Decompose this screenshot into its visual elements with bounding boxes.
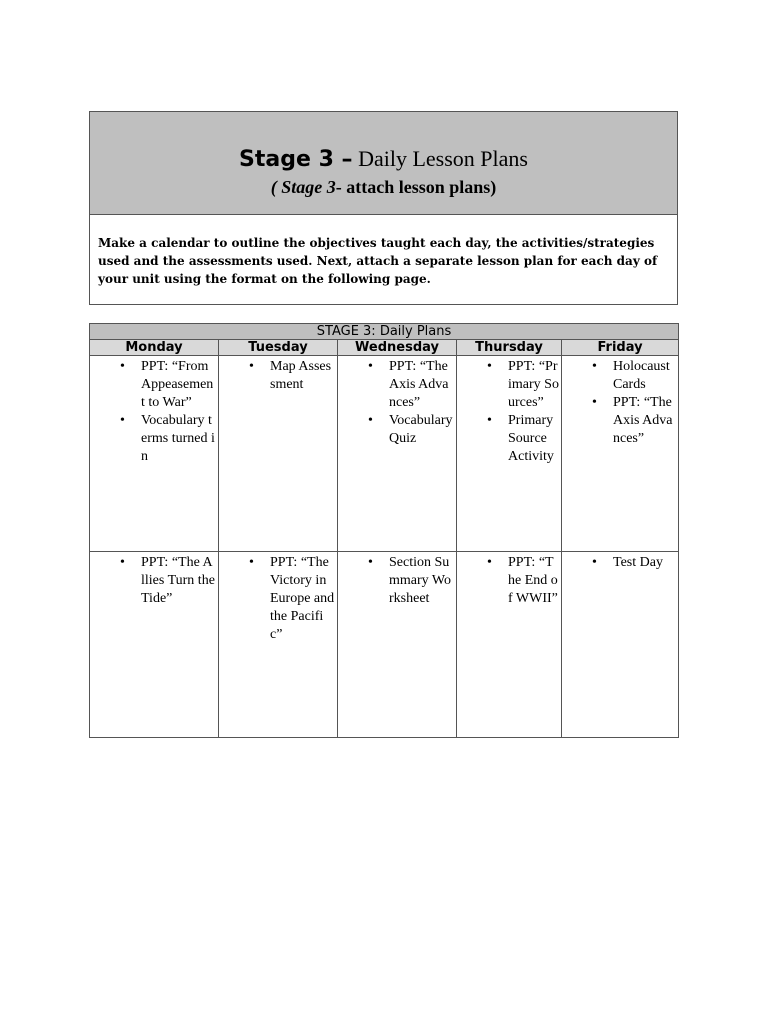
cell-week1-thursday [457,356,562,552]
day-header-tuesday: Tuesday [219,340,338,356]
stage-header [90,112,677,215]
cell-week2-wednesday [338,552,457,738]
list-item: • PPT: “Primary Sources” [457,358,561,412]
title-rest: Daily Lesson Plans [352,146,528,171]
list-item: • Test Day [562,554,678,572]
cell-week1-monday [90,356,219,552]
list-item: • Primary Source Activity [457,412,561,466]
cell-week1-tuesday [219,356,338,552]
day-header-thursday: Thursday [457,340,562,356]
cell-week2-friday [562,552,679,738]
stage-header-box [89,111,678,305]
list-item: • PPT: “From Appeasement to War” [90,358,218,412]
list-item: • Holocaust Cards [562,358,678,394]
list-item: • PPT: “The Allies Turn the Tide” [90,554,218,608]
subtitle-open: ( [270,177,282,197]
page-title [90,146,677,173]
table-row [90,552,679,738]
subtitle-italic: Stage 3 [281,177,336,197]
list-item: • PPT: “The Axis Advances” [562,394,678,448]
instructions-text: Make a calendar to outline the objectives taught each day, the activities/strategies used and the assessments used. Next, attach a separate lesson plan for each day of your unit using the format on the following page. [98,236,658,286]
page-subtitle [90,175,677,199]
cell-week1-wednesday [338,356,457,552]
day-header-monday: Monday [90,340,219,356]
daily-plans-table [89,323,679,738]
list-item: • Vocabulary Quiz [338,412,456,448]
cell-week2-tuesday [219,552,338,738]
title-strong: Stage 3 – [239,147,353,172]
day-header-friday: Friday [562,340,679,356]
list-item: • Map Assessment [219,358,337,394]
cell-week1-friday [562,356,679,552]
subtitle-rest: - attach lesson plans) [335,177,497,197]
list-item: • PPT: “The End of WWII” [457,554,561,608]
table-caption: STAGE 3: Daily Plans [90,324,679,340]
cell-week2-thursday [457,552,562,738]
cell-week2-monday [90,552,219,738]
list-item: • PPT: “The Victory in Europe and the Pacific” [219,554,337,644]
day-header-wednesday: Wednesday [338,340,457,356]
list-item: • Section Summary Worksheet [338,554,456,608]
table-row [90,356,679,552]
list-item: • Vocabulary terms turned in [90,412,218,466]
list-item: • PPT: “The Axis Advances” [338,358,456,412]
